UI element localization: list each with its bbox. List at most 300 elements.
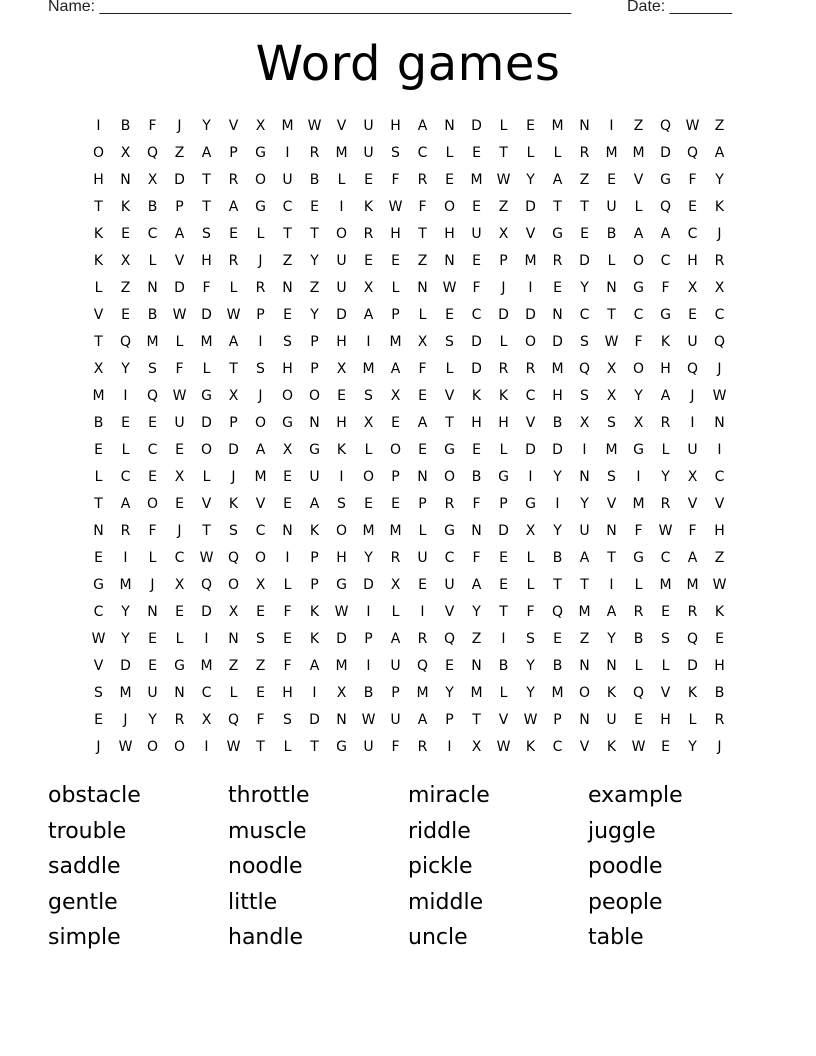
- grid-letter: L: [391, 604, 400, 620]
- grid-letter: F: [256, 712, 265, 728]
- grid-letter: T: [580, 577, 589, 593]
- grid-letter: L: [418, 307, 427, 323]
- grid-letter: A: [228, 199, 239, 215]
- grid-letter: Z: [417, 253, 428, 269]
- grid-letter: D: [336, 631, 347, 647]
- grid-letter: P: [310, 334, 319, 350]
- grid-letter: M: [335, 658, 348, 674]
- grid-letter: T: [202, 199, 211, 215]
- grid-letter: V: [255, 496, 266, 512]
- grid-letter: D: [687, 658, 698, 674]
- grid-letter: Y: [121, 604, 130, 620]
- grid-letter: Y: [688, 739, 697, 755]
- grid-letter: A: [687, 550, 698, 566]
- word-bank-item: trouble: [48, 818, 127, 844]
- grid-letter: W: [442, 280, 457, 296]
- grid-letter: K: [498, 388, 509, 404]
- grid-letter: B: [714, 685, 725, 701]
- grid-row: [85, 410, 737, 437]
- grid-letter: V: [336, 118, 347, 134]
- grid-letter: X: [120, 253, 131, 269]
- grid-row: [85, 680, 737, 707]
- grid-letter: I: [447, 739, 452, 755]
- grid-letter: C: [147, 442, 158, 458]
- grid-letter: R: [228, 172, 239, 188]
- grid-letter: U: [471, 226, 482, 242]
- grid-letter: E: [310, 199, 319, 215]
- grid-letter: H: [336, 415, 347, 431]
- grid-letter: L: [364, 442, 373, 458]
- grid-letter: T: [472, 712, 481, 728]
- grid-letter: A: [417, 712, 428, 728]
- grid-letter: R: [579, 145, 590, 161]
- grid-letter: C: [417, 145, 428, 161]
- grid-letter: M: [470, 685, 483, 701]
- grid-letter: F: [472, 280, 481, 296]
- grid-letter: P: [499, 253, 508, 269]
- grid-letter: X: [228, 388, 239, 404]
- grid-letter: Y: [148, 712, 157, 728]
- grid-letter: L: [175, 631, 184, 647]
- grid-letter: K: [93, 226, 104, 242]
- grid-letter: T: [94, 199, 103, 215]
- grid-letter: H: [336, 550, 347, 566]
- grid-letter: I: [204, 739, 209, 755]
- grid-letter: N: [552, 307, 563, 323]
- grid-letter: Y: [715, 172, 724, 188]
- grid-letter: V: [525, 226, 536, 242]
- grid-letter: F: [175, 361, 184, 377]
- grid-letter: R: [363, 226, 374, 242]
- grid-letter: G: [255, 145, 266, 161]
- grid-letter: W: [334, 604, 349, 620]
- grid-letter: J: [258, 253, 263, 269]
- grid-letter: W: [388, 199, 403, 215]
- grid-letter: A: [471, 577, 482, 593]
- grid-letter: R: [417, 172, 428, 188]
- grid-letter: K: [525, 739, 536, 755]
- grid-letter: T: [607, 550, 616, 566]
- grid-letter: M: [416, 685, 429, 701]
- grid-letter: Q: [119, 334, 132, 350]
- grid-letter: P: [310, 577, 319, 593]
- grid-letter: S: [148, 361, 157, 377]
- grid-letter: X: [174, 469, 185, 485]
- letter-grid: [85, 113, 737, 763]
- grid-letter: P: [391, 685, 400, 701]
- grid-letter: D: [552, 334, 563, 350]
- grid-letter: O: [443, 469, 456, 485]
- grid-letter: N: [417, 469, 428, 485]
- grid-letter: W: [496, 739, 511, 755]
- grid-letter: Q: [146, 388, 159, 404]
- grid-letter: C: [525, 388, 536, 404]
- grid-letter: L: [391, 280, 400, 296]
- grid-letter: V: [606, 496, 617, 512]
- grid-letter: T: [445, 415, 454, 431]
- grid-letter: N: [606, 523, 617, 539]
- grid-letter: Q: [227, 712, 240, 728]
- grid-letter: O: [524, 334, 537, 350]
- grid-letter: E: [121, 307, 130, 323]
- grid-letter: G: [93, 577, 104, 593]
- grid-letter: G: [498, 469, 509, 485]
- grid-letter: A: [309, 496, 320, 512]
- grid-letter: I: [609, 118, 614, 134]
- grid-letter: L: [283, 577, 292, 593]
- grid-letter: Z: [282, 253, 293, 269]
- grid-letter: E: [148, 631, 157, 647]
- grid-letter: K: [606, 739, 617, 755]
- grid-letter: Y: [445, 685, 454, 701]
- grid-letter: R: [633, 604, 644, 620]
- grid-letter: W: [307, 118, 322, 134]
- grid-letter: J: [717, 739, 722, 755]
- grid-letter: X: [255, 577, 266, 593]
- grid-letter: Q: [686, 145, 699, 161]
- grid-letter: A: [309, 658, 320, 674]
- grid-letter: S: [364, 388, 373, 404]
- grid-letter: E: [472, 442, 481, 458]
- grid-letter: A: [363, 307, 374, 323]
- grid-letter: Y: [364, 550, 373, 566]
- grid-letter: W: [172, 307, 187, 323]
- grid-letter: X: [579, 415, 590, 431]
- grid-letter: R: [417, 739, 428, 755]
- grid-letter: O: [254, 415, 267, 431]
- grid-letter: V: [687, 496, 698, 512]
- grid-letter: T: [553, 199, 562, 215]
- grid-letter: P: [553, 712, 562, 728]
- grid-letter: P: [391, 307, 400, 323]
- word-bank-item: little: [228, 889, 278, 915]
- grid-letter: C: [552, 739, 563, 755]
- grid-letter: O: [632, 253, 645, 269]
- grid-letter: U: [390, 712, 401, 728]
- grid-letter: G: [336, 577, 347, 593]
- grid-letter: E: [337, 388, 346, 404]
- grid-letter: D: [201, 415, 212, 431]
- grid-letter: N: [579, 469, 590, 485]
- grid-letter: N: [93, 523, 104, 539]
- grid-letter: H: [714, 658, 725, 674]
- grid-letter: Y: [121, 631, 130, 647]
- grid-letter: V: [444, 604, 455, 620]
- grid-letter: Z: [120, 280, 131, 296]
- word-bank-item: gentle: [48, 889, 118, 915]
- grid-letter: M: [389, 334, 402, 350]
- grid-letter: Q: [578, 361, 591, 377]
- grid-letter: E: [553, 280, 562, 296]
- grid-letter: W: [118, 739, 133, 755]
- grid-letter: N: [579, 712, 590, 728]
- grid-letter: W: [199, 550, 214, 566]
- grid-letter: L: [499, 118, 508, 134]
- grid-letter: R: [228, 253, 239, 269]
- grid-letter: P: [499, 496, 508, 512]
- worksheet-header: [48, 0, 748, 20]
- grid-letter: D: [120, 658, 131, 674]
- grid-letter: B: [498, 658, 509, 674]
- grid-letter: R: [714, 712, 725, 728]
- grid-letter: C: [93, 604, 104, 620]
- grid-letter: I: [312, 685, 317, 701]
- grid-letter: A: [660, 388, 671, 404]
- grid-letter: J: [123, 712, 128, 728]
- grid-letter: Y: [121, 361, 130, 377]
- grid-letter: N: [174, 685, 185, 701]
- grid-letter: B: [471, 469, 482, 485]
- grid-letter: E: [580, 226, 589, 242]
- grid-letter: Y: [310, 307, 319, 323]
- grid-letter: E: [391, 253, 400, 269]
- grid-letter: L: [229, 280, 238, 296]
- grid-letter: F: [661, 280, 670, 296]
- grid-letter: N: [606, 280, 617, 296]
- grid-letter: O: [632, 361, 645, 377]
- grid-letter: D: [174, 280, 185, 296]
- grid-letter: D: [660, 145, 671, 161]
- grid-letter: F: [283, 604, 292, 620]
- grid-letter: S: [661, 631, 670, 647]
- grid-letter: L: [148, 253, 157, 269]
- grid-letter: X: [255, 118, 266, 134]
- grid-letter: W: [658, 523, 673, 539]
- grid-letter: C: [579, 307, 590, 323]
- grid-letter: A: [579, 550, 590, 566]
- grid-letter: M: [92, 388, 105, 404]
- grid-letter: H: [714, 523, 725, 539]
- grid-letter: E: [688, 307, 697, 323]
- grid-letter: K: [228, 496, 239, 512]
- grid-letter: B: [363, 685, 374, 701]
- grid-letter: G: [336, 739, 347, 755]
- grid-row: [85, 707, 737, 734]
- grid-letter: M: [470, 172, 483, 188]
- grid-letter: L: [634, 199, 643, 215]
- grid-letter: V: [633, 172, 644, 188]
- grid-letter: R: [687, 604, 698, 620]
- grid-letter: R: [660, 496, 671, 512]
- grid-letter: K: [471, 388, 482, 404]
- grid-letter: P: [418, 496, 427, 512]
- grid-letter: T: [256, 739, 265, 755]
- grid-letter: G: [552, 226, 563, 242]
- grid-letter: G: [201, 388, 212, 404]
- grid-letter: A: [390, 361, 401, 377]
- grid-letter: C: [660, 550, 671, 566]
- grid-letter: D: [309, 712, 320, 728]
- grid-letter: E: [715, 631, 724, 647]
- grid-letter: P: [364, 631, 373, 647]
- grid-letter: T: [202, 172, 211, 188]
- grid-letter: G: [660, 307, 671, 323]
- grid-row: [85, 356, 737, 383]
- grid-letter: K: [309, 523, 320, 539]
- grid-letter: S: [94, 685, 103, 701]
- grid-letter: M: [605, 145, 618, 161]
- grid-letter: L: [148, 550, 157, 566]
- grid-letter: Y: [553, 469, 562, 485]
- grid-letter: U: [309, 469, 320, 485]
- grid-letter: Q: [659, 118, 672, 134]
- grid-letter: V: [525, 415, 536, 431]
- grid-letter: D: [525, 307, 536, 323]
- grid-letter: M: [362, 361, 375, 377]
- grid-letter: F: [472, 496, 481, 512]
- word-bank-item: example: [588, 783, 683, 808]
- grid-letter: K: [687, 685, 698, 701]
- grid-letter: I: [123, 550, 128, 566]
- grid-letter: S: [580, 388, 589, 404]
- grid-letter: J: [717, 226, 722, 242]
- grid-letter: R: [174, 712, 185, 728]
- grid-letter: G: [633, 550, 644, 566]
- word-bank-item: riddle: [408, 818, 471, 844]
- grid-letter: D: [579, 253, 590, 269]
- grid-letter: D: [201, 604, 212, 620]
- grid-letter: X: [363, 415, 374, 431]
- grid-letter: A: [552, 172, 563, 188]
- grid-letter: G: [633, 280, 644, 296]
- grid-letter: I: [204, 631, 209, 647]
- grid-letter: N: [444, 118, 455, 134]
- grid-letter: O: [173, 739, 186, 755]
- grid-letter: S: [283, 712, 292, 728]
- grid-letter: B: [552, 415, 563, 431]
- grid-letter: E: [688, 199, 697, 215]
- grid-letter: X: [633, 415, 644, 431]
- grid-letter: O: [308, 388, 321, 404]
- grid-letter: R: [309, 145, 320, 161]
- word-bank-item: saddle: [48, 854, 121, 879]
- grid-letter: T: [580, 199, 589, 215]
- grid-letter: Z: [228, 658, 239, 674]
- grid-letter: E: [148, 469, 157, 485]
- grid-letter: J: [258, 388, 263, 404]
- grid-letter: I: [258, 334, 263, 350]
- grid-letter: O: [254, 172, 267, 188]
- grid-letter: Q: [632, 685, 645, 701]
- grid-letter: H: [498, 415, 509, 431]
- grid-letter: S: [229, 523, 238, 539]
- grid-letter: I: [501, 631, 506, 647]
- grid-letter: Y: [310, 253, 319, 269]
- grid-letter: Z: [714, 118, 725, 134]
- grid-letter: M: [632, 496, 645, 512]
- grid-letter: X: [390, 577, 401, 593]
- grid-letter: A: [606, 604, 617, 620]
- grid-row: [85, 302, 737, 329]
- grid-letter: A: [201, 145, 212, 161]
- grid-letter: K: [309, 604, 320, 620]
- grid-row: [85, 437, 737, 464]
- grid-letter: F: [526, 604, 535, 620]
- grid-letter: N: [309, 415, 320, 431]
- grid-letter: F: [688, 523, 697, 539]
- grid-letter: E: [472, 253, 481, 269]
- grid-letter: F: [634, 523, 643, 539]
- grid-letter: A: [390, 631, 401, 647]
- grid-letter: I: [582, 442, 587, 458]
- grid-letter: D: [525, 199, 536, 215]
- grid-letter: D: [201, 307, 212, 323]
- grid-letter: A: [255, 442, 266, 458]
- grid-letter: X: [336, 361, 347, 377]
- grid-letter: U: [174, 415, 185, 431]
- grid-letter: E: [121, 415, 130, 431]
- grid-letter: T: [553, 577, 562, 593]
- grid-letter: L: [94, 280, 103, 296]
- grid-letter: R: [390, 550, 401, 566]
- grid-letter: E: [607, 172, 616, 188]
- grid-letter: N: [579, 118, 590, 134]
- grid-letter: W: [712, 388, 727, 404]
- grid-letter: M: [551, 118, 564, 134]
- grid-row: [85, 572, 737, 599]
- grid-letter: K: [309, 631, 320, 647]
- grid-letter: U: [687, 334, 698, 350]
- grid-letter: I: [366, 658, 371, 674]
- grid-letter: G: [660, 172, 671, 188]
- grid-letter: T: [310, 226, 319, 242]
- grid-letter: B: [147, 199, 158, 215]
- grid-letter: L: [526, 577, 535, 593]
- grid-letter: G: [309, 442, 320, 458]
- grid-letter: B: [309, 172, 320, 188]
- grid-letter: Q: [686, 361, 699, 377]
- grid-letter: L: [202, 469, 211, 485]
- grid-letter: R: [444, 496, 455, 512]
- grid-letter: L: [661, 658, 670, 674]
- grid-letter: S: [526, 631, 535, 647]
- grid-letter: Y: [472, 604, 481, 620]
- grid-letter: X: [120, 145, 131, 161]
- grid-letter: N: [579, 658, 590, 674]
- grid-letter: C: [444, 550, 455, 566]
- grid-letter: P: [175, 199, 184, 215]
- grid-letter: F: [391, 172, 400, 188]
- word-bank-item: uncle: [408, 925, 468, 950]
- grid-letter: K: [363, 199, 374, 215]
- grid-letter: N: [444, 253, 455, 269]
- grid-letter: V: [228, 118, 239, 134]
- grid-letter: I: [285, 550, 290, 566]
- grid-letter: V: [444, 388, 455, 404]
- word-bank-item: poodle: [588, 854, 663, 879]
- grid-letter: T: [202, 523, 211, 539]
- word-bank-item: miracle: [408, 783, 490, 808]
- grid-letter: E: [175, 604, 184, 620]
- grid-letter: T: [94, 334, 103, 350]
- grid-letter: E: [148, 658, 157, 674]
- grid-letter: D: [498, 523, 509, 539]
- grid-letter: I: [555, 496, 560, 512]
- grid-letter: R: [552, 253, 563, 269]
- grid-letter: R: [120, 523, 131, 539]
- grid-letter: C: [633, 307, 644, 323]
- grid-letter: C: [174, 550, 185, 566]
- grid-letter: P: [229, 415, 238, 431]
- name-field-label: Name: _____________________________________________________: [48, 0, 572, 15]
- grid-letter: M: [335, 145, 348, 161]
- grid-letter: E: [499, 577, 508, 593]
- grid-letter: W: [172, 388, 187, 404]
- grid-letter: U: [417, 550, 428, 566]
- word-bank-item: pickle: [408, 854, 473, 879]
- grid-letter: H: [93, 172, 104, 188]
- grid-letter: X: [174, 577, 185, 593]
